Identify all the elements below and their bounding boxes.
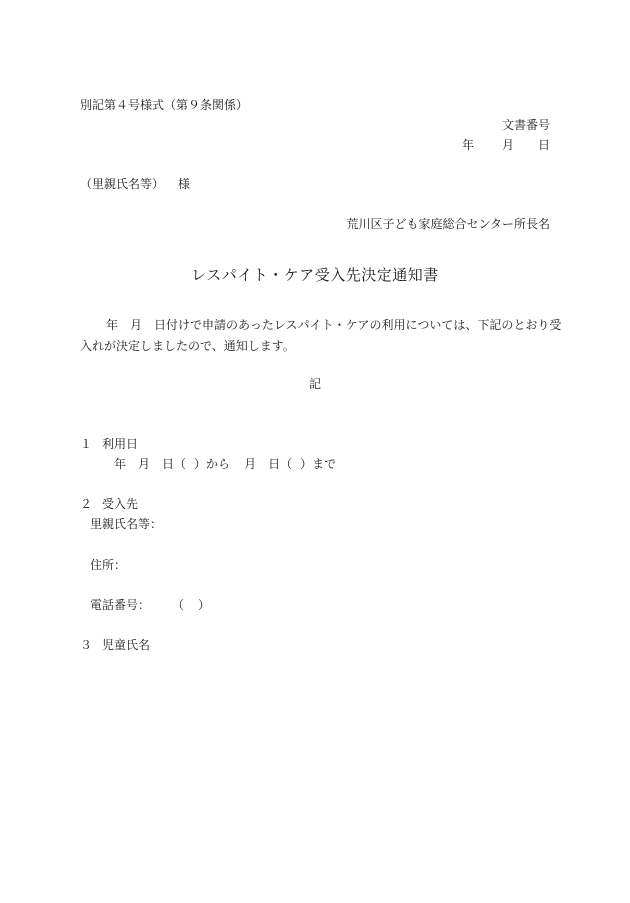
period-start-month: 月: [138, 457, 151, 471]
period-until: ）まで: [300, 457, 337, 471]
period-start-year: 年: [114, 457, 127, 471]
phone-paren-close: ）: [198, 598, 211, 612]
period-from: ）から: [194, 457, 231, 471]
body-month-label: 月: [130, 318, 143, 332]
body-year-label: 年: [106, 318, 119, 332]
recipient-honorific: 様: [178, 177, 191, 191]
item-2-label: 受入先: [102, 497, 139, 511]
document-number-label: 文書番号: [501, 118, 550, 132]
item-3-label: 児童氏名: [102, 638, 151, 652]
period-end-day: 日（: [268, 457, 293, 471]
ki-label: 記: [308, 377, 321, 391]
foster-name-label: 里親氏名等：: [90, 517, 163, 531]
item-1-label: 利用日: [102, 437, 139, 451]
date-year-label: 年: [461, 138, 474, 152]
document-title: レスパイト・ケア受入先決定通知書: [191, 266, 439, 284]
address-label: 住所：: [90, 558, 127, 572]
body-line-1: [80, 318, 561, 333]
recipient-name-placeholder: （里親氏名等）: [80, 177, 165, 191]
issue-date: [462, 138, 550, 153]
form-label: 別記第４号様式（第９条関係）: [80, 98, 249, 112]
item-2-number: ２: [80, 497, 93, 511]
date-month-label: 月: [501, 138, 514, 152]
period-end-month: 月: [244, 457, 257, 471]
item-2-heading: [80, 497, 138, 512]
phone-line: [90, 598, 210, 613]
item-3-heading: [80, 638, 150, 653]
period-start-day: 日（: [162, 457, 187, 471]
sender-name: 荒川区子ども家庭総合センター所長名: [346, 217, 550, 231]
item-1-number: １: [80, 437, 93, 451]
item-3-number: ３: [80, 638, 93, 652]
date-day-label: 日: [537, 138, 550, 152]
item-1-heading: [80, 437, 138, 452]
recipient-line: [80, 177, 190, 192]
body-text-line-1: 日付けで申請のあったレスパイト・ケアの利用については、下記のとおり受: [154, 318, 562, 332]
phone-paren-open: （: [172, 598, 185, 612]
phone-label: 電話番号：: [90, 598, 151, 612]
body-line-2: 入れが決定しましたので、通知します。: [80, 339, 295, 353]
item-1-period: [114, 457, 336, 472]
